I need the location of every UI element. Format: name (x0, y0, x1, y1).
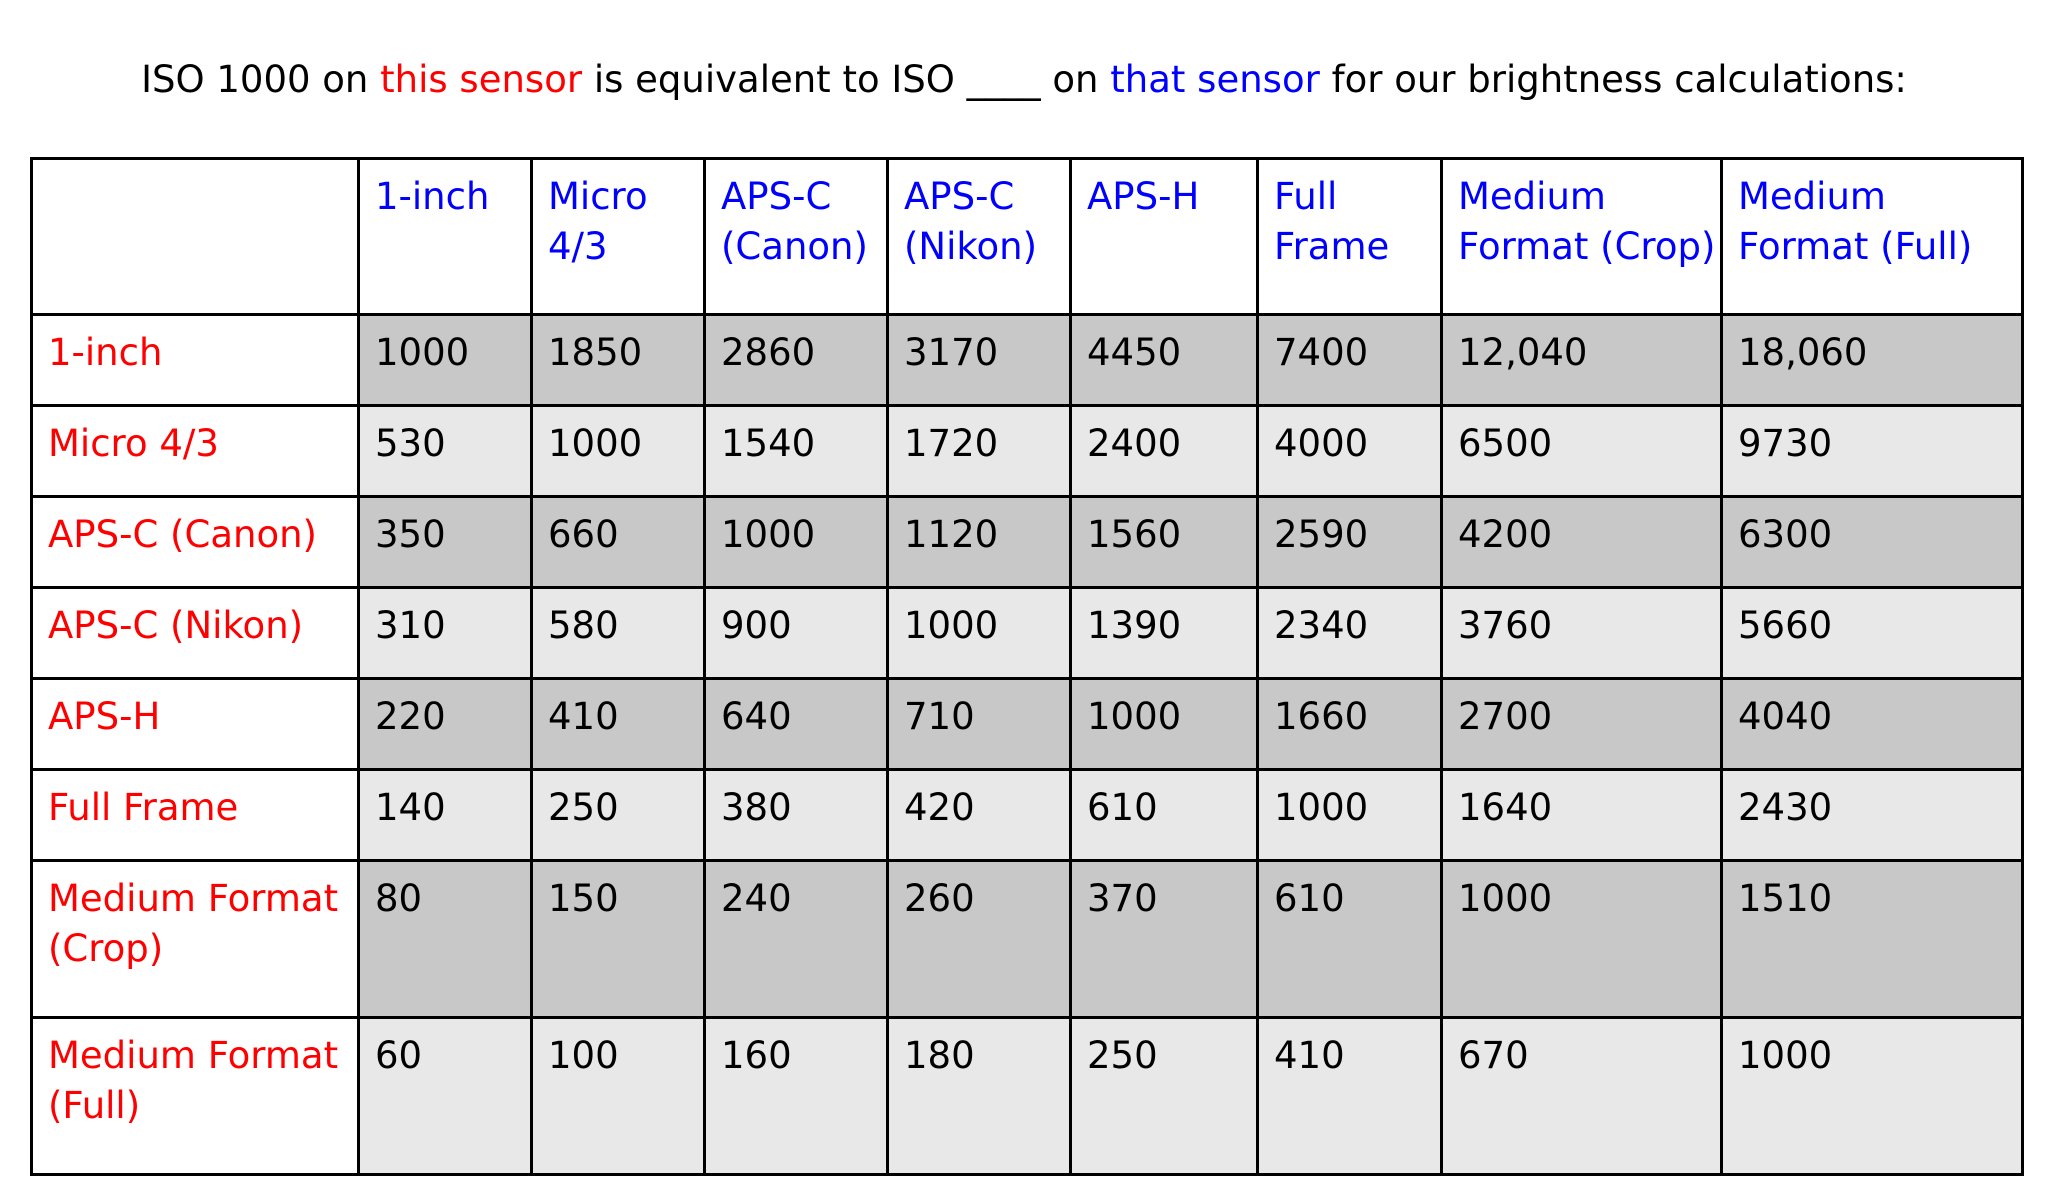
table-cell: 6500 (1442, 406, 1722, 497)
column-header (1442, 159, 1722, 315)
iso-equivalence-table (30, 157, 2024, 1176)
row-header (32, 497, 359, 588)
row-header-line: (Full) (48, 1084, 141, 1127)
row-header-line: Medium Format (48, 877, 339, 920)
title-this-sensor: this sensor (380, 58, 583, 101)
row-header-line: APS-C (Canon) (48, 513, 317, 556)
table-cell: 1120 (888, 497, 1071, 588)
table-cell: 2340 (1258, 588, 1442, 679)
table-cell: 1720 (888, 406, 1071, 497)
table-cell: 1560 (1071, 497, 1258, 588)
table-cell: 250 (1071, 1018, 1258, 1175)
table-cell: 240 (705, 861, 888, 1018)
table-cell: 12,040 (1442, 315, 1722, 406)
table-cell: 1640 (1442, 770, 1722, 861)
table-cell: 3760 (1442, 588, 1722, 679)
table-cell: 150 (532, 861, 705, 1018)
row-header-line: Full Frame (48, 786, 239, 829)
table-cell: 60 (359, 1018, 532, 1175)
table-cell: 610 (1258, 861, 1442, 1018)
column-header-line: APS-H (1087, 175, 1200, 218)
table-cell: 610 (1071, 770, 1258, 861)
table-cell: 1510 (1722, 861, 2023, 1018)
column-header-line: 4/3 (548, 225, 608, 268)
title-text-4: for our brightness calculations: (1319, 58, 1907, 101)
title-text-3: on (1040, 58, 1111, 101)
row-header-line: APS-H (48, 695, 161, 738)
table-cell: 380 (705, 770, 888, 861)
column-header (705, 159, 888, 315)
table-row (32, 1018, 2023, 1175)
table-cell: 7400 (1258, 315, 1442, 406)
table-cell: 4200 (1442, 497, 1722, 588)
table-cell: 1000 (1071, 679, 1258, 770)
table-cell: 1000 (532, 406, 705, 497)
column-header-line: Medium (1458, 175, 1606, 218)
header-row (32, 159, 2023, 315)
table-cell: 350 (359, 497, 532, 588)
table-cell: 140 (359, 770, 532, 861)
column-header-line: Frame (1274, 225, 1390, 268)
table-row (32, 588, 2023, 679)
table-cell: 80 (359, 861, 532, 1018)
table-cell: 1000 (359, 315, 532, 406)
row-header (32, 679, 359, 770)
column-header (1722, 159, 2023, 315)
table-row (32, 861, 2023, 1018)
page-title (0, 50, 2048, 110)
row-header-line: APS-C (Nikon) (48, 604, 304, 647)
table-cell: 530 (359, 406, 532, 497)
row-header (32, 588, 359, 679)
table-cell: 180 (888, 1018, 1071, 1175)
table-cell: 2400 (1071, 406, 1258, 497)
table-cell: 660 (532, 497, 705, 588)
column-header-line: Format (Full) (1738, 225, 1973, 268)
column-header-line: 1-inch (375, 175, 490, 218)
row-header-line: Medium Format (48, 1034, 339, 1077)
table-row (32, 497, 2023, 588)
table-cell: 640 (705, 679, 888, 770)
row-header-line: 1-inch (48, 331, 163, 374)
table-cell: 4040 (1722, 679, 2023, 770)
table-cell: 1660 (1258, 679, 1442, 770)
column-header (532, 159, 705, 315)
table-cell: 2430 (1722, 770, 2023, 861)
table-cell: 100 (532, 1018, 705, 1175)
table-cell: 160 (705, 1018, 888, 1175)
table-cell: 2700 (1442, 679, 1722, 770)
table-cell: 5660 (1722, 588, 2023, 679)
column-header-line: APS-C (904, 175, 1015, 218)
column-header (888, 159, 1071, 315)
table-cell: 2590 (1258, 497, 1442, 588)
row-header (32, 861, 359, 1018)
table-cell: 1540 (705, 406, 888, 497)
table-cell: 3170 (888, 315, 1071, 406)
table-cell: 580 (532, 588, 705, 679)
table-row (32, 679, 2023, 770)
title-text-2: is equivalent to ISO (582, 58, 967, 101)
table-cell: 1850 (532, 315, 705, 406)
title-text-1: ISO 1000 on (141, 58, 381, 101)
column-header-line: (Nikon) (904, 225, 1038, 268)
corner-cell (32, 159, 359, 315)
row-header-line: (Crop) (48, 927, 164, 970)
table-cell: 420 (888, 770, 1071, 861)
row-header (32, 406, 359, 497)
column-header (359, 159, 532, 315)
title-that-sensor: that sensor (1110, 58, 1320, 101)
table-cell: 6300 (1722, 497, 2023, 588)
table-cell: 18,060 (1722, 315, 2023, 406)
column-header-line: APS-C (721, 175, 832, 218)
table-cell: 410 (532, 679, 705, 770)
row-header (32, 315, 359, 406)
column-header (1071, 159, 1258, 315)
table-cell: 1000 (888, 588, 1071, 679)
table-cell: 900 (705, 588, 888, 679)
table-cell: 9730 (1722, 406, 2023, 497)
table-cell: 370 (1071, 861, 1258, 1018)
table-cell: 1390 (1071, 588, 1258, 679)
table-cell: 670 (1442, 1018, 1722, 1175)
table-cell: 4450 (1071, 315, 1258, 406)
title-blank: ____ (966, 58, 1041, 101)
row-header-line: Micro 4/3 (48, 422, 219, 465)
table-cell: 4000 (1258, 406, 1442, 497)
table-cell: 2860 (705, 315, 888, 406)
row-header (32, 770, 359, 861)
table-cell: 1000 (1258, 770, 1442, 861)
row-header (32, 1018, 359, 1175)
table-cell: 1000 (1442, 861, 1722, 1018)
table-cell: 220 (359, 679, 532, 770)
table-cell: 260 (888, 861, 1071, 1018)
column-header-line: Full (1274, 175, 1338, 218)
column-header (1258, 159, 1442, 315)
column-header-line: (Canon) (721, 225, 868, 268)
table-row (32, 315, 2023, 406)
table-row (32, 770, 2023, 861)
column-header-line: Micro (548, 175, 648, 218)
table-row (32, 406, 2023, 497)
table-cell: 1000 (705, 497, 888, 588)
table-cell: 410 (1258, 1018, 1442, 1175)
column-header-line: Medium (1738, 175, 1886, 218)
table-cell: 710 (888, 679, 1071, 770)
table-cell: 310 (359, 588, 532, 679)
table-cell: 1000 (1722, 1018, 2023, 1175)
column-header-line: Format (Crop) (1458, 225, 1716, 268)
table-cell: 250 (532, 770, 705, 861)
